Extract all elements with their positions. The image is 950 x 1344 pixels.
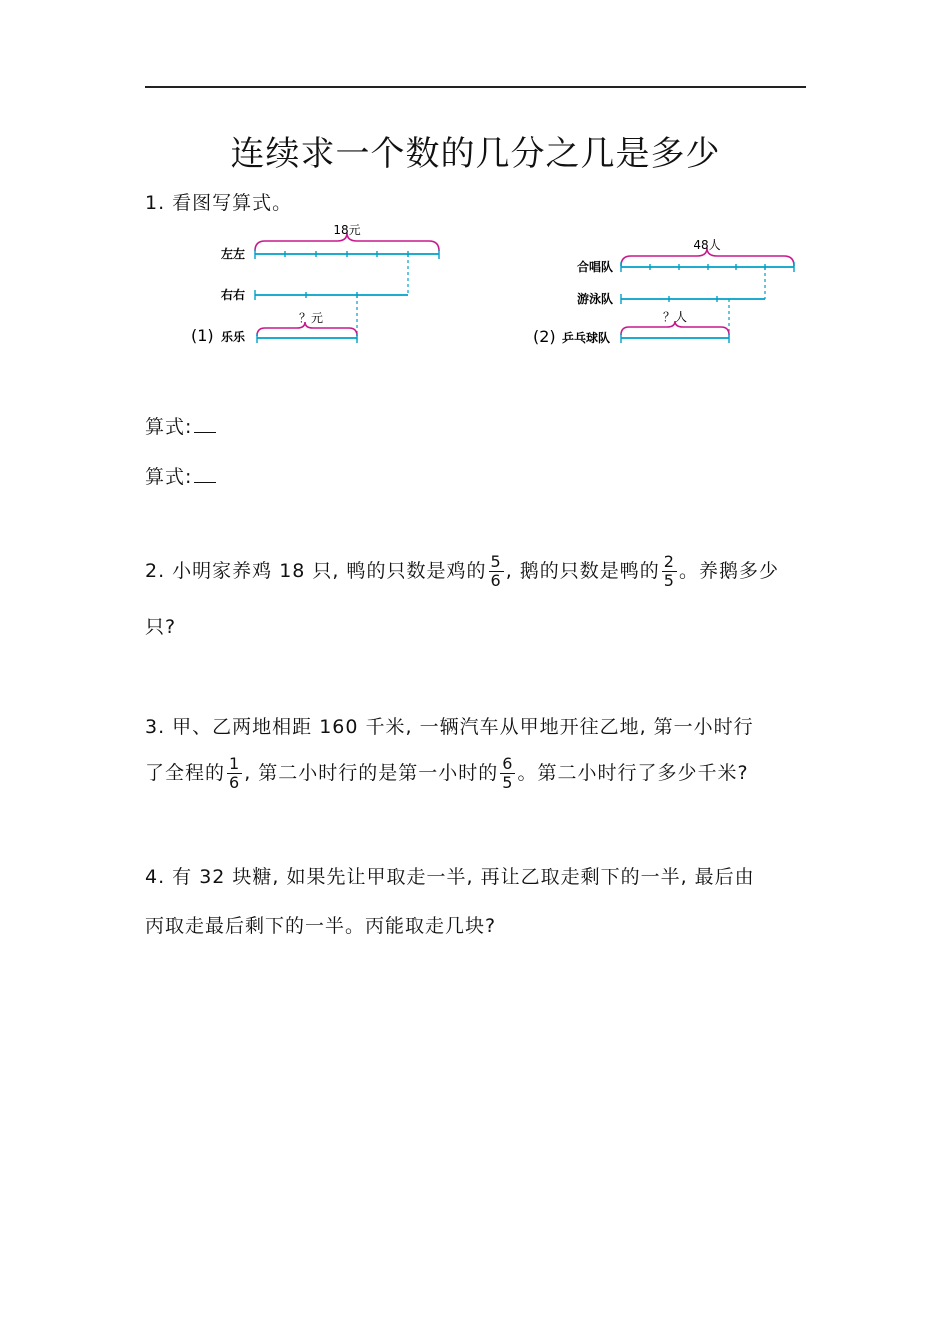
fraction [227,755,242,792]
segment-diagram-2 [525,236,805,354]
denominator: 6 [229,773,241,792]
numerator: 6 [502,754,514,773]
q2-text: 。养鹅多少 [678,560,779,582]
top-rule [145,86,806,88]
formula-line-2 [145,462,216,489]
segment-diagram-1 [185,218,450,353]
q3-text: , 第二小时行的是第一小时的 [244,762,499,784]
numerator: 5 [490,552,502,571]
denominator: 6 [490,571,502,590]
row-label: 乒乓球队 [562,331,611,345]
denominator: 5 [502,773,514,792]
q2-text: 2. 小明家养鸡 18 只, 鸭的只数是鸡的 [145,560,487,582]
q4-line-1: 4. 有 32 块糖, 如果先让甲取走一半, 再让乙取走剩下的一半, 最后由 [145,866,755,888]
q1-heading: 1. 看图写算式。 [145,192,293,214]
q3-line-1: 3. 甲、乙两地相距 160 千米, 一辆汽车从甲地开往乙地, 第一小时行 [145,716,754,738]
row-label: 游泳队 [577,292,614,306]
q4-line-2: 丙取走最后剩下的一半。丙能取走几块? [145,915,497,937]
q3-text: 了全程的 [145,762,226,784]
q2-line-2: 只? [145,616,177,638]
q3-line-2 [145,755,749,792]
formula-label: 算式: [145,466,193,488]
fraction [662,553,677,590]
q3-text: 。第二小时行了多少千米? [517,762,749,784]
total-label: 48人 [693,238,721,252]
answer-blank[interactable] [194,482,216,483]
numerator: 1 [229,754,241,773]
row-label: 乐乐 [221,330,246,344]
numerator: 2 [663,552,675,571]
denominator: 5 [663,571,675,590]
row-label: 右右 [221,288,246,302]
fraction [500,755,515,792]
row-label: 左左 [221,247,246,261]
formula-label: 算式: [145,416,193,438]
part-label: (1) [191,326,214,345]
unknown-label: ？人 [662,310,688,324]
part-label: (2) [533,327,556,346]
total-label: 18元 [333,223,361,237]
fraction [489,553,504,590]
answer-blank[interactable] [194,432,216,433]
q2-text: , 鹅的只数是鸭的 [505,560,660,582]
q2-line-1 [145,553,779,590]
row-label: 合唱队 [577,260,614,274]
formula-line-1 [145,412,216,439]
unknown-label: ？元 [298,311,324,325]
page-title: 连续求一个数的几分之几是多少 [230,134,721,174]
